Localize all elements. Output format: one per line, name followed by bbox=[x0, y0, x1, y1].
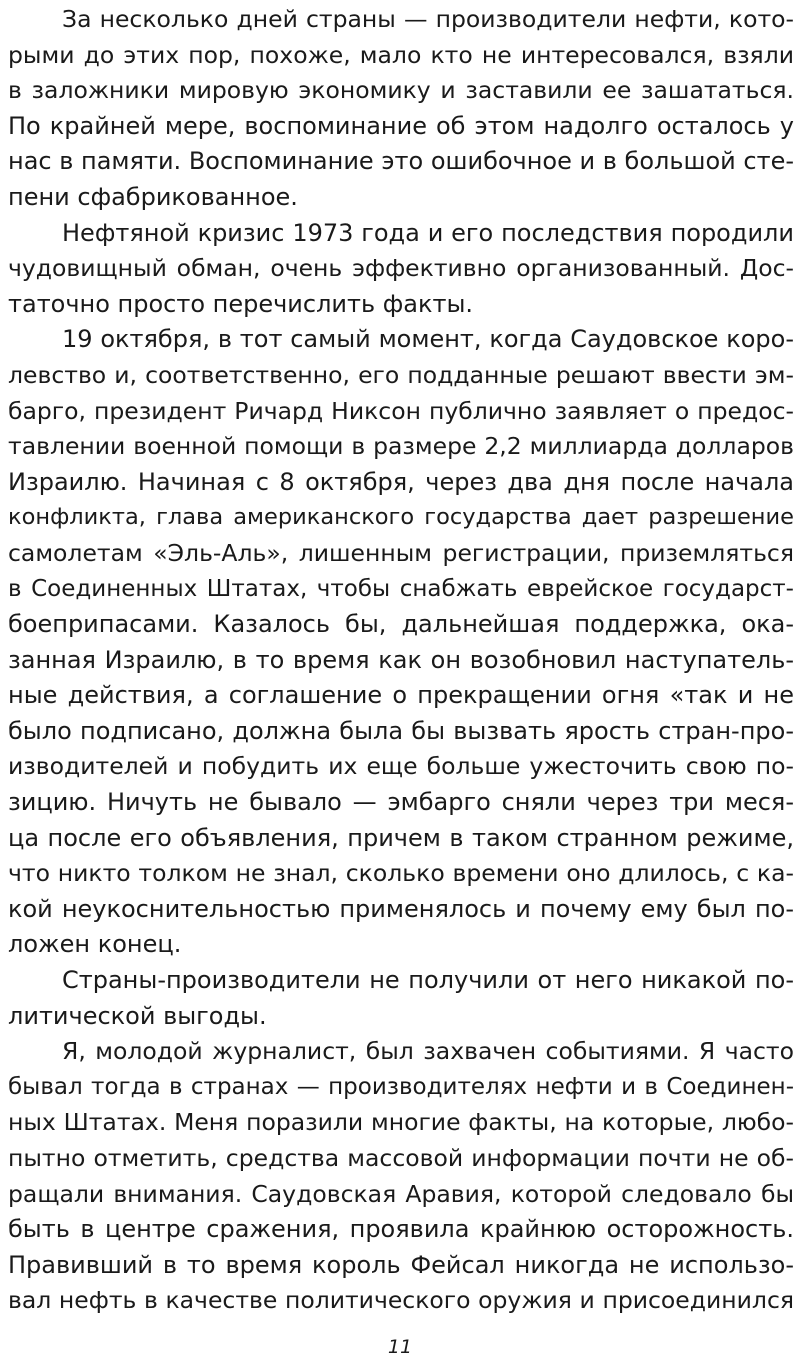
text-line: самолетам «Эль-Аль», лишенным регистрации, приземляться bbox=[8, 538, 794, 567]
text-line: Израилю. Начиная с 8 октября, через два дня после начала bbox=[8, 467, 794, 496]
text-line: занная Израилю, в то время как он возобновил наступатель- bbox=[8, 645, 794, 674]
text-line: таточно просто перечислить факты. bbox=[8, 289, 474, 318]
text-line: ложен конец. bbox=[8, 930, 182, 959]
text-line: пытно отметить, средства массовой информации почти не об- bbox=[8, 1144, 794, 1172]
page-number: 11 bbox=[387, 1336, 413, 1358]
text-line: 19 октября, в тот самый момент, когда Саудовское коро- bbox=[62, 325, 794, 354]
text-line: нас в памяти. Воспоминание это ошибочное и в большой сте- bbox=[8, 147, 794, 176]
text-line: в Соединенных Штатах, чтобы снабжать еврейское государст- bbox=[8, 575, 794, 602]
text-line: Правивший в то время король Фейсал никогда не использо- bbox=[8, 1250, 794, 1279]
text-line: быть в центре сражения, проявила крайнюю осторожность. bbox=[8, 1215, 794, 1244]
text-line: литической выгоды. bbox=[8, 1001, 267, 1030]
text-line: ца после его объявления, причем в таком странном режиме, bbox=[8, 823, 794, 852]
text-line: За несколько дней страны — производители нефти, кото- bbox=[62, 5, 794, 33]
text-line: пени сфабрикованное. bbox=[8, 182, 298, 211]
text-line: рыми до этих пор, похоже, мало кто не интересовался, взяли bbox=[8, 40, 794, 69]
text-line: изводителей и побудить их еще больше ужесточить свою по- bbox=[8, 752, 794, 781]
body-text bbox=[8, 2, 794, 1319]
text-line: ных Штатах. Меня поразили многие факты, на которые, любо- bbox=[8, 1108, 794, 1137]
text-line: По крайней мере, воспоминание об этом надолго осталось у bbox=[8, 111, 794, 140]
text-line: тавлении военной помощи в размере 2,2 миллиарда долларов bbox=[8, 432, 794, 461]
text-line: в заложники мировую экономику и заставили ее зашататься. bbox=[8, 76, 794, 105]
text-line: бывал тогда в странах — производителях нефти и в Соединен- bbox=[8, 1073, 794, 1100]
text-line: конфликта, глава американского государства дает разрешение bbox=[8, 504, 794, 531]
text-line: кой неукоснительностью применялось и почему ему был по- bbox=[8, 894, 794, 923]
text-line: зицию. Ничуть не бывало — эмбарго сняли через три меся- bbox=[8, 788, 794, 817]
text-line: Нефтяной кризис 1973 года и его последствия породили bbox=[62, 218, 794, 247]
text-line: барго, президент Ричард Никсон публично заявляет о предос- bbox=[8, 396, 794, 425]
text-line: что никто толком не знал, сколько времени оно длилось, с ка- bbox=[8, 859, 794, 888]
text-line: чудовищный обман, очень эффективно организованный. Дос- bbox=[8, 254, 794, 283]
text-line: левство и, соответственно, его подданные решают ввести эм- bbox=[8, 360, 794, 389]
text-line: было подписано, должна была бы вызвать ярость стран-про- bbox=[8, 716, 794, 745]
text-line: ращали внимания. Саудовская Аравия, которой следовало бы bbox=[8, 1179, 794, 1208]
text-line: Страны-производители не получили от него никакой по- bbox=[62, 966, 794, 995]
text-line: боеприпасами. Казалось бы, дальнейшая поддержка, ока- bbox=[8, 610, 794, 639]
text-line: вал нефть в качестве политического оружия и присоединился bbox=[8, 1286, 794, 1315]
text-line: ные действия, а соглашение о прекращении огня «так и не bbox=[8, 681, 794, 710]
text-line: Я, молодой журналист, был захвачен событиями. Я часто bbox=[62, 1037, 794, 1066]
